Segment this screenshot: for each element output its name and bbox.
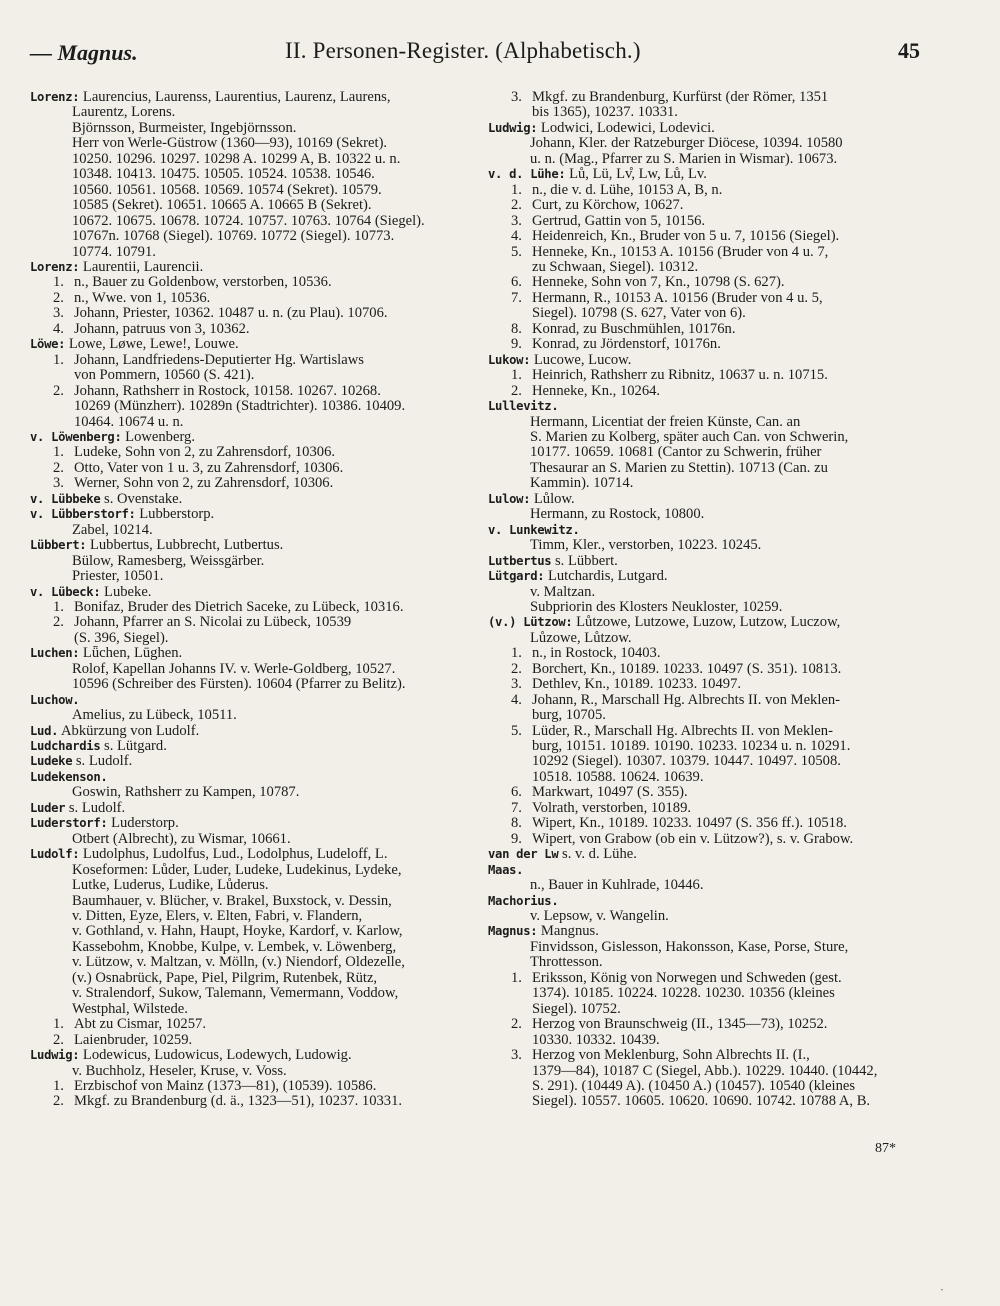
subentry-continuation: 10269 (Münzherr). 10289n (Stadtrichter). 10386. 10409. [74, 398, 406, 415]
subentry-number: 2. [53, 382, 64, 399]
index-entry-line: 10767n. 10768 (Siegel). 10769. 10772 (Siegel). 10773. [72, 228, 395, 245]
subentry-continuation: Siegel). 10798 (S. 627, Vater von 6). [532, 305, 746, 322]
signature-mark: 87* [875, 1141, 896, 1156]
subentry-number: 2. [53, 614, 64, 631]
index-entry-line: v. Maltzan. [530, 583, 596, 600]
subentry-number: 7. [511, 799, 522, 816]
index-entry-text: Lodwici, Lodewici, Lodevici. [537, 119, 715, 136]
right-column [488, 90, 924, 1110]
index-entry-head [30, 507, 470, 522]
subentry-continuation: 1379—84), 10187 C (Siegel, Abb.). 10229. 10440. (10442, [532, 1062, 878, 1079]
subentry-text: Dethlev, Kn., 10189. 10233. 10497. [532, 676, 742, 693]
subentry-text: Mkgf. zu Brandenburg (d. ä., 1323—51), 10237. 10331. [74, 1093, 403, 1110]
subentry-number: 1. [53, 1016, 64, 1033]
index-entry-head [488, 863, 924, 878]
index-subentry [488, 322, 924, 337]
subentry-number: 2. [511, 660, 522, 677]
index-subentry [488, 677, 924, 692]
index-entry-head [488, 353, 924, 368]
subentry-text: Otto, Vater von 1 u. 3, zu Zahrensdorf, 10306. [74, 459, 344, 476]
index-headword: Ludekenson. [30, 769, 108, 784]
index-entry-line: 10560. 10561. 10568. 10569. 10574 (Sekret). 10579. [72, 181, 382, 198]
index-entry-line: v. Gothland, v. Hahn, Haupt, Hoyke, Kardorf, v. Karlow, [72, 923, 403, 940]
index-entry-text: Lubberstorp. [135, 506, 215, 523]
index-subentry [488, 801, 924, 816]
subentry-text: Ludeke, Sohn von 2, zu Zahrensdorf, 10306. [74, 444, 336, 461]
index-subentry [488, 245, 924, 260]
index-subentry [488, 816, 924, 831]
subentry-number: 2. [53, 459, 64, 476]
index-subentry [30, 1033, 470, 1048]
index-headword: v. Lübbeke [30, 491, 101, 506]
index-subentry [488, 693, 924, 708]
index-headword: (v.) Lützow: [488, 615, 573, 630]
index-entry-line: Priester, 10501. [72, 568, 164, 585]
index-entry-line: Throttesson. [530, 954, 603, 971]
subentry-number: 3. [53, 305, 64, 322]
subentry-continuation: 1374). 10185. 10224. 10228. 10230. 10356 (kleines [532, 985, 835, 1002]
index-entry-text: Lůtzowe, Lutzowe, Luzow, Lutzow, Luczow, [572, 614, 841, 631]
subentry-text: Erzbischof von Mainz (1373—81), (10539). 10586. [74, 1078, 377, 1094]
subentry-text: Henneke, Kn., 10153 A. 10156 (Bruder von 4 u. 7, [532, 243, 829, 260]
index-entry-head [488, 523, 924, 538]
index-entry-head [488, 615, 924, 630]
index-entry-line: Johann, Kler. der Ratzeburger Diöcese, 10394. 10580 [530, 135, 843, 152]
subentry-number: 8. [511, 320, 522, 337]
index-headword: Luderstorf: [30, 816, 108, 831]
subentry-text: Eriksson, König von Norwegen und Schweden (gest. [532, 969, 842, 986]
subentry-text: Johann, Landfriedens-Deputierter Hg. Wartislaws [74, 351, 364, 368]
index-subentry [488, 724, 924, 739]
subentry-text: Lüder, R., Marschall Hg. Albrechts II. von Meklen- [532, 722, 833, 739]
index-entry-text: s. Lübbert. [551, 552, 618, 569]
index-subentry [30, 600, 470, 615]
subentry-text: Laienbruder, 10259. [74, 1031, 193, 1048]
subentry-continuation: 10292 (Siegel). 10307. 10379. 10447. 10497. 10508. [532, 753, 841, 770]
index-subentry [488, 229, 924, 244]
index-subentry [488, 832, 924, 847]
subentry-text: Wipert, Kn., 10189. 10233. 10497 (S. 356 ff.). 10518. [532, 815, 847, 832]
index-subentry [488, 662, 924, 677]
index-subentry [488, 785, 924, 800]
index-subentry [488, 646, 924, 661]
subentry-continuation: 10330. 10332. 10439. [532, 1031, 660, 1048]
subentry-continuation: (S. 396, Siegel). [74, 629, 169, 646]
index-entry-line: Koseformen: Lůder, Luder, Ludeke, Ludekinus, Lydeke, [72, 861, 402, 878]
subentry-text: Johann, Priester, 10362. 10487 u. n. (zu Plau). 10706. [74, 305, 388, 322]
subentry-number: 1. [511, 969, 522, 986]
index-entry-line: 10177. 10659. 10681 (Cantor zu Schwerin, früher [530, 444, 822, 461]
subentry-text: Mkgf. zu Brandenburg, Kurfürst (der Römer, 1351 [532, 89, 829, 105]
index-entry-line: v. Lützow, v. Maltzan, v. Mölln, (v.) Niendorf, Oldezelle, [72, 954, 405, 971]
index-subentry [488, 275, 924, 290]
index-entry-head [30, 538, 470, 553]
index-subentry [30, 615, 470, 630]
index-entry-head [488, 894, 924, 909]
subentry-text: Heidenreich, Kn., Bruder von 5 u. 7, 10156 (Siegel). [532, 228, 840, 245]
subentry-text: Henneke, Kn., 10264. [532, 382, 661, 399]
subentry-text: n., Wwe. von 1, 10536. [74, 289, 211, 306]
subentry-text: n., in Rostock, 10403. [532, 645, 661, 662]
index-entry-head [30, 90, 470, 105]
index-headword: Magnus: [488, 924, 538, 939]
subentry-number: 1. [53, 444, 64, 461]
index-entry-head [30, 754, 470, 769]
subentry-continuation: burg, 10705. [532, 707, 606, 724]
running-head-title: II. Personen-Register. (Alphabetisch.) [285, 38, 641, 63]
index-subentry [488, 337, 924, 352]
subentry-number: 6. [511, 784, 522, 801]
index-entry-text: Lowenberg. [121, 428, 195, 445]
index-entry-head [30, 585, 470, 600]
index-entry-text: s. v. d. Lühe. [558, 846, 637, 863]
subentry-number: 3. [511, 1047, 522, 1064]
subentry-number: 1. [53, 598, 64, 615]
index-entry-text: Abkürzung von Ludolf. [58, 722, 200, 739]
subentry-number: 1. [53, 1078, 64, 1094]
index-entry-head [30, 430, 470, 445]
subentry-text: Hermann, R., 10153 A. 10156 (Bruder von 4 u. 5, [532, 289, 823, 306]
subentry-number: 3. [53, 475, 64, 492]
index-headword: Luder [30, 800, 66, 815]
index-entry-line: Subpriorin des Klosters Neukloster, 10259. [530, 598, 783, 615]
subentry-text: Herzog von Meklenburg, Sohn Albrechts II. (I., [532, 1047, 810, 1064]
index-headword: Ludwig: [30, 1048, 80, 1063]
index-entry-text: Lowe, Løwe, Lewe!, Louwe. [65, 336, 239, 353]
index-headword: Löwe: [30, 337, 66, 352]
subentry-number: 4. [511, 228, 522, 245]
index-headword: Lukow: [488, 352, 531, 367]
index-entry-text: Luderstorp. [107, 815, 179, 832]
index-entry-line: Thesaurar an S. Marien zu Stettin). 10713 (Can. zu [530, 459, 828, 476]
index-entry-line: 10672. 10675. 10678. 10724. 10757. 10763. 10764 (Siegel). [72, 212, 425, 229]
index-entry-head [30, 770, 470, 785]
page-mark: · [940, 1283, 944, 1297]
index-headword: Ludeke [30, 754, 73, 769]
subentry-text: Gertrud, Gattin von 5, 10156. [532, 212, 706, 229]
index-entry-text: Lǖchen, Lūghen. [79, 645, 183, 662]
index-subentry [488, 291, 924, 306]
index-entry-head [30, 847, 470, 862]
subentry-text: Borchert, Kn., 10189. 10233. 10497 (S. 351). 10813. [532, 660, 842, 677]
index-entry-head [30, 816, 470, 831]
index-headword: Maas. [488, 862, 524, 877]
index-entry-line: Zabel, 10214. [72, 521, 153, 538]
index-entry-line: Bülow, Ramesberg, Weissgärber. [72, 552, 265, 569]
index-headword: Lutbertus [488, 553, 552, 568]
index-subentry [488, 214, 924, 229]
subentry-text: Johann, R., Marschall Hg. Albrechts II. von Meklen- [532, 691, 841, 708]
subentry-number: 8. [511, 815, 522, 832]
index-entry-head [30, 337, 470, 352]
index-entry-head [30, 492, 470, 507]
subentry-text: Bonifaz, Bruder des Dietrich Saceke, zu Lübeck, 10316. [74, 598, 404, 615]
index-entry-line: Kammin). 10714. [530, 475, 634, 492]
index-entry-line: Björnsson, Burmeister, Ingebjörnsson. [72, 119, 297, 136]
index-subentry [488, 384, 924, 399]
subentry-text: Abt zu Cismar, 10257. [74, 1016, 206, 1033]
index-entry-head [488, 121, 924, 136]
index-entry-head [30, 739, 470, 754]
index-entry-text: Lodewicus, Ludowicus, Lodewych, Ludowig. [79, 1047, 352, 1064]
index-subentry [488, 198, 924, 213]
index-subentry [30, 291, 470, 306]
subentry-number: 2. [53, 289, 64, 306]
subentry-continuation: 10464. 10674 u. n. [74, 413, 184, 430]
subentry-text: Heinrich, Rathsherr zu Ribnitz, 10637 u. n. 10715. [532, 367, 828, 384]
index-entry-head [488, 924, 924, 939]
index-headword: v. Löwenberg: [30, 429, 122, 444]
index-entry-line: Finvidsson, Gislesson, Hakonsson, Kase, Porse, Sture, [530, 938, 849, 955]
index-entry-line: 10348. 10413. 10475. 10505. 10524. 10538. 10546. [72, 166, 375, 183]
subentry-text: Johann, patruus von 3, 10362. [74, 320, 250, 337]
subentry-number: 3. [511, 212, 522, 229]
index-entry-line: Laurentz, Lorens. [72, 104, 176, 121]
left-column [30, 90, 470, 1110]
subentry-number: 5. [511, 243, 522, 260]
index-entry-text: s. Lütgard. [100, 738, 167, 755]
index-entry-text: Lutchardis, Lutgard. [544, 568, 668, 585]
index-entry-text: s. Ludolf. [72, 753, 133, 770]
index-headword: van der Lw [488, 847, 559, 862]
index-headword: Luchen: [30, 646, 80, 661]
index-entry-line: Baumhauer, v. Blücher, v. Brakel, Buxstock, v. Dessin, [72, 892, 392, 909]
subentry-number: 4. [511, 691, 522, 708]
index-headword: Lullevitz. [488, 399, 559, 414]
subentry-text: Johann, Rathsherr in Rostock, 10158. 10267. 10268. [74, 382, 381, 399]
subentry-number: 5. [511, 722, 522, 739]
subentry-number: 2. [511, 1016, 522, 1033]
subentry-text: Markwart, 10497 (S. 355). [532, 784, 688, 801]
subentry-text: n., die v. d. Lühe, 10153 A, B, n. [532, 181, 723, 198]
subentry-number: 1. [511, 367, 522, 384]
subentry-number: 9. [511, 336, 522, 353]
subentry-number: 1. [53, 274, 64, 291]
subentry-number: 7. [511, 289, 522, 306]
index-entry-head [488, 847, 924, 862]
index-subentry [30, 1017, 470, 1032]
subentry-continuation: Siegel). 10752. [532, 1000, 621, 1017]
index-entry-line: (v.) Osnabrück, Pape, Piel, Pilgrim, Rutenbek, Rütz, [72, 969, 378, 986]
index-entry-line: Goswin, Rathsherr zu Kampen, 10787. [72, 784, 300, 801]
index-subentry [488, 971, 924, 986]
index-entry-head [488, 167, 924, 182]
subentry-number: 2. [53, 1093, 64, 1110]
index-entry-line: Kassebohm, Knobbe, Kulpe, v. Lembek, v. Löwenberg, [72, 938, 397, 955]
index-headword: v. Lübberstorf: [30, 507, 136, 522]
index-entry-text: Lubeke. [100, 583, 152, 600]
index-entry-head [30, 724, 470, 739]
index-subentry [30, 461, 470, 476]
index-entry-line: Lutke, Luderus, Ludike, Lůderus. [72, 877, 269, 894]
index-subentry [30, 1094, 470, 1109]
index-entry-line: u. n. (Mag., Pfarrer zu S. Marien in Wismar). 10673. [530, 150, 838, 167]
subentry-number: 1. [511, 645, 522, 662]
index-entry-line: 10774. 10791. [72, 243, 156, 260]
index-entry-line: v. Lepsow, v. Wangelin. [530, 908, 669, 925]
index-entry-line: 10250. 10296. 10297. 10298 A. 10299 A, B. 10322 u. n. [72, 150, 401, 167]
index-entry-text: Lů, Lü, Lv̊, Lw, Lů, Lv. [565, 166, 707, 183]
subentry-continuation: Siegel). 10557. 10605. 10620. 10690. 10742. 10788 A, B. [532, 1093, 871, 1110]
index-entry-text: Lůlow. [530, 490, 575, 507]
subentry-text: Wipert, von Grabow (ob ein v. Lützow?), s. v. Grabow. [532, 830, 854, 847]
subentry-number: 2. [53, 1031, 64, 1048]
index-subentry [30, 306, 470, 321]
subentry-text: Johann, Pfarrer an S. Nicolai zu Lübeck, 10539 [74, 614, 352, 631]
index-entry-text: Mangnus. [537, 923, 599, 940]
subentry-text: Konrad, zu Buschmühlen, 10176n. [532, 320, 736, 337]
index-headword: Lütgard: [488, 569, 545, 584]
subentry-text: n., Bauer zu Goldenbow, verstorben, 10536. [74, 274, 332, 291]
subentry-continuation: 10518. 10588. 10624. 10639. [532, 768, 704, 785]
index-entry-line: Hermann, zu Rostock, 10800. [530, 506, 705, 523]
index-entry-text: Lucowe, Lucow. [530, 351, 632, 368]
index-headword: v. Lunkewitz. [488, 522, 580, 537]
index-entry-text: Laurencius, Laurenss, Laurentius, Laurenz, Laurens, [79, 89, 391, 105]
index-entry-text: Lubbertus, Lubbrecht, Lutbertus. [86, 537, 284, 554]
index-subentry [488, 1048, 924, 1063]
index-entry-head [488, 554, 924, 569]
index-entry-line: Hermann, Licentiat der freien Künste, Can. an [530, 413, 801, 430]
index-subentry [30, 353, 470, 368]
index-headword: Luchow. [30, 692, 80, 707]
index-entry-head [488, 399, 924, 414]
subentry-number: 1. [53, 351, 64, 368]
index-entry-head [30, 260, 470, 275]
index-headword: Lud. [30, 723, 59, 738]
index-entry-line: Herr von Werle-Güstrow (1360—93), 10169 (Sekret). [72, 135, 388, 152]
index-headword: Ludwig: [488, 120, 538, 135]
subentry-text: Werner, Sohn von 2, zu Zahrensdorf, 10306. [74, 475, 334, 492]
index-headword: Ludchardis [30, 739, 101, 754]
subentry-number: 2. [511, 197, 522, 214]
index-entry-line: 10585 (Sekret). 10651. 10665 A. 10665 B (Sekret). [72, 197, 372, 214]
index-subentry [488, 368, 924, 383]
index-headword: v. Lübeck: [30, 584, 101, 599]
index-entry-line: Amelius, zu Lübeck, 10511. [72, 707, 237, 724]
index-headword: v. d. Lühe: [488, 167, 566, 182]
index-subentry [30, 275, 470, 290]
subentry-number: 3. [511, 89, 522, 105]
index-subentry [488, 90, 924, 105]
index-subentry [30, 322, 470, 337]
index-entry-line: Westphal, Wilstede. [72, 1000, 188, 1017]
subentry-number: 9. [511, 830, 522, 847]
subentry-number: 1. [511, 181, 522, 198]
subentry-text: Volrath, verstorben, 10189. [532, 799, 692, 816]
subentry-text: Konrad, zu Jördenstorf, 10176n. [532, 336, 721, 353]
subentry-text: Curt, zu Körchow, 10627. [532, 197, 684, 214]
index-entry-line: v. Buchholz, Heseler, Kruse, v. Voss. [72, 1062, 287, 1079]
index-entry-text: s. Ludolf. [65, 799, 126, 816]
index-entry-line: 10596 (Schreiber des Fürsten). 10604 (Pfarrer zu Belitz). [72, 676, 406, 693]
index-subentry [30, 384, 470, 399]
subentry-text: Henneke, Sohn von 7, Kn., 10798 (S. 627). [532, 274, 785, 291]
page-header [30, 38, 920, 68]
subentry-number: 6. [511, 274, 522, 291]
subentry-continuation: S. 291). (10449 A). (10450 A.) (10457). 10540 (kleines [532, 1078, 856, 1094]
index-headword: Lulow: [488, 491, 531, 506]
index-headword: Lorenz: [30, 259, 80, 274]
index-entry-text: Ludolphus, Ludolfus, Lud., Lodolphus, Ludeloff, L. [79, 846, 388, 863]
index-entry-line: S. Marien zu Kolberg, später auch Can. von Schwerin, [530, 428, 849, 445]
index-subentry [30, 1079, 470, 1094]
index-entry-line: Timm, Kler., verstorben, 10223. 10245. [530, 537, 762, 554]
index-entry-head [30, 801, 470, 816]
subentry-continuation: bis 1365), 10237. 10331. [532, 104, 678, 121]
index-headword: Ludolf: [30, 847, 80, 862]
subentry-number: 2. [511, 382, 522, 399]
index-subentry [30, 476, 470, 491]
index-subentry [30, 445, 470, 460]
index-entry-line: Rolof, Kapellan Johanns IV. v. Werle-Goldberg, 10527. [72, 660, 396, 677]
index-entry-line: Otbert (Albrecht), zu Wismar, 10661. [72, 830, 291, 847]
index-headword: Lübbert: [30, 538, 87, 553]
index-headword: Machorius. [488, 893, 559, 908]
index-headword: Lorenz: [30, 90, 80, 104]
index-entry-line: v. Stralendorf, Sukow, Talemann, Vemermann, Voddow, [72, 985, 399, 1002]
page-number: 45 [898, 38, 920, 63]
subentry-continuation: von Pommern, 10560 (S. 421). [74, 367, 255, 384]
index-entry-line: Lůzowe, Lůtzow. [530, 629, 632, 646]
index-entry-line: v. Ditten, Eyze, Elers, v. Elten, Fabri, v. Flandern, [72, 908, 363, 925]
index-subentry [488, 1017, 924, 1032]
index-subentry [488, 183, 924, 198]
subentry-continuation: zu Schwaan, Siegel). 10312. [532, 258, 699, 275]
running-head-left: — Magnus. [30, 40, 138, 65]
index-entry-head [488, 569, 924, 584]
index-entry-head [30, 693, 470, 708]
subentry-number: 4. [53, 320, 64, 337]
subentry-text: Herzog von Braunschweig (II., 1345—73), 10252. [532, 1016, 828, 1033]
subentry-continuation: burg, 10151. 10189. 10190. 10233. 10234 u. n. 10291. [532, 738, 851, 755]
index-entry-head [488, 492, 924, 507]
subentry-number: 3. [511, 676, 522, 693]
index-entry-text: s. Ovenstake. [100, 490, 183, 507]
index-entry-head [30, 1048, 470, 1063]
index-entry-head [30, 646, 470, 661]
index-entry-text: Laurentii, Laurencii. [79, 258, 204, 275]
index-entry-line: n., Bauer in Kuhlrade, 10446. [530, 877, 704, 894]
